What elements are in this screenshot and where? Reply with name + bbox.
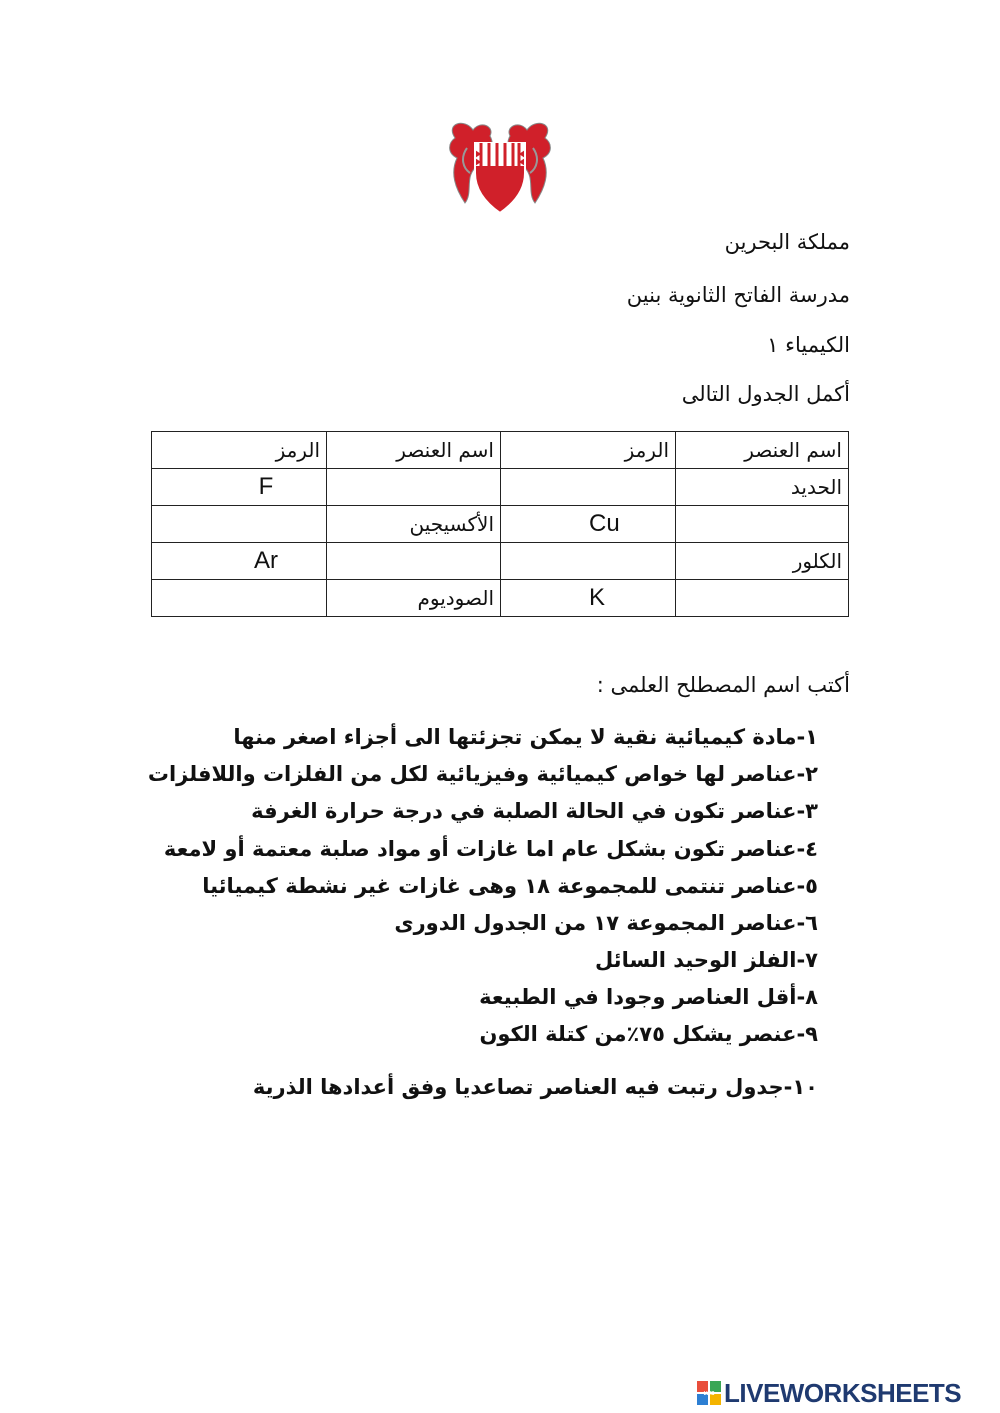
answer-input[interactable] — [327, 469, 501, 506]
answer-input[interactable] — [676, 506, 849, 543]
question-item: ١٠-جدول رتبت فيه العناصر تصاعديا وفق أعدادها الذرية — [252, 1075, 818, 1099]
table-row — [152, 506, 849, 543]
table-instruction: أكمل الجدول التالى — [681, 382, 850, 406]
subject-title: الكيمياء ١ — [767, 333, 850, 357]
table-cell: الصوديوم — [327, 580, 501, 617]
table-row — [152, 543, 849, 580]
table-cell: F — [152, 469, 327, 506]
elements-table — [151, 431, 849, 617]
table-cell: K — [501, 580, 676, 617]
table-header-row — [152, 432, 849, 469]
brand-text: LIVEWORKSHEETS — [724, 1377, 962, 1408]
header-symbol: الرمز — [152, 432, 327, 469]
school-name: مدرسة الفاتح الثانوية بنين — [626, 283, 850, 307]
answer-input[interactable] — [501, 543, 676, 580]
bahrain-emblem-icon — [445, 118, 555, 218]
question-item: ٤-عناصر تكون بشكل عام اما غازات أو مواد صلبة معتمة أو لامعة — [163, 837, 818, 861]
table-row — [152, 580, 849, 617]
answer-input[interactable] — [152, 506, 327, 543]
table-row — [152, 469, 849, 506]
header-symbol: الرمز — [501, 432, 676, 469]
terms-title: أكتب اسم المصطلح العلمى : — [596, 673, 850, 697]
logo-letter: LWS — [703, 1391, 715, 1397]
table-cell: Cu — [501, 506, 676, 543]
question-item: ٢-عناصر لها خواص كيميائية وفيزيائية لكل من الفلزات واللافلزات — [147, 762, 818, 786]
answer-input[interactable] — [152, 580, 327, 617]
liveworksheets-logo-icon — [697, 1381, 721, 1405]
liveworksheets-brand[interactable] — [697, 1378, 961, 1408]
answer-input[interactable] — [676, 580, 849, 617]
question-item: ٥-عناصر تنتمى للمجموعة ١٨ وهى غازات غير نشطة كيميائيا — [202, 874, 818, 898]
question-item: ٣-عناصر تكون في الحالة الصلبة في درجة حرارة الغرفة — [251, 799, 818, 823]
header-element-name: اسم العنصر — [327, 432, 501, 469]
answer-input[interactable] — [501, 469, 676, 506]
table-cell: الأكسيجين — [327, 506, 501, 543]
question-item: ٧-الفلز الوحيد السائل — [594, 948, 818, 972]
question-item: ٨-أقل العناصر وجودا في الطبيعة — [479, 985, 818, 1009]
question-item: ١-مادة كيميائية نقية لا يمكن تجزئتها الى أجزاء اصغر منها — [233, 725, 818, 749]
header-element-name: اسم العنصر — [676, 432, 849, 469]
answer-input[interactable] — [327, 543, 501, 580]
table-cell: الحديد — [676, 469, 849, 506]
table-cell: الكلور — [676, 543, 849, 580]
country-title: مملكة البحرين — [724, 230, 850, 254]
question-item: ٦-عناصر المجموعة ١٧ من الجدول الدورى — [394, 911, 818, 935]
table-cell: Ar — [152, 543, 327, 580]
question-item: ٩-عنصر يشكل ٧٥٪من كتلة الكون — [479, 1022, 818, 1046]
